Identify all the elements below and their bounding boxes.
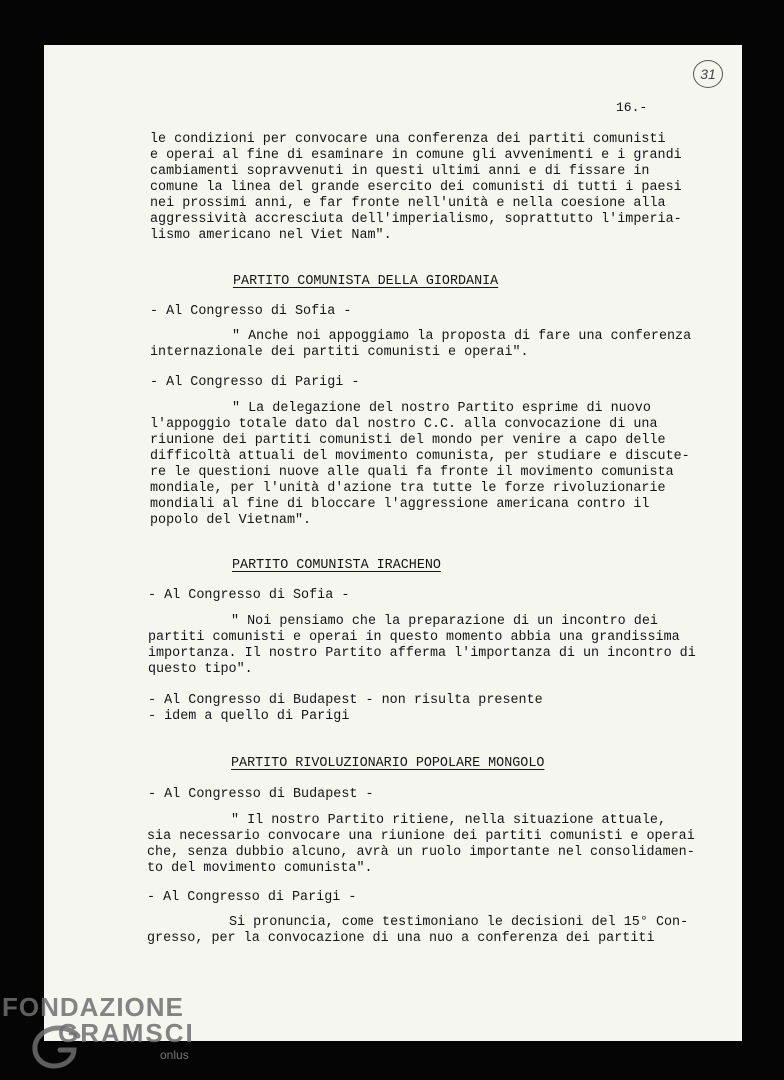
fondazione-gramsci-watermark [0, 992, 200, 1080]
section-heading: PARTITO RIVOLUZIONARIO POPOLARE MONGOLO [231, 756, 545, 771]
quote-line: " Anche noi appoggiamo la proposta di fare una conferenza [232, 329, 692, 344]
quote-line: " Noi pensiamo che la preparazione di un incontro dei [231, 614, 658, 629]
text-line: nei prossimi anni, e far fronte nell'unità e nella coesione alla [150, 196, 666, 211]
page-number: 16.- [616, 100, 648, 115]
quote-line: " Il nostro Partito ritiene, nella situazione attuale, [231, 813, 667, 828]
quote-line: re le questioni nuove alle quali fa fronte il movimento comunista [150, 465, 674, 480]
quote-line: difficoltà attuali del movimento comunista, per studiare e discute- [150, 449, 690, 464]
quote-line: sia necessario convocare una riunione dei partiti comunisti e operai [147, 829, 695, 844]
congress-label: - Al Congresso di Parigi - [150, 375, 360, 390]
quote-line: importanza. Il nostro Partito afferma l'importanza di un incontro di [148, 646, 696, 661]
note-line: - Al Congresso di Budapest - non risulta presente [148, 693, 543, 708]
congress-label: - Al Congresso di Budapest - [148, 787, 374, 802]
congress-label: - Al Congresso di Sofia - [148, 588, 350, 603]
watermark-line1: FONDAZIONE [2, 992, 184, 1022]
gramsci-swirl-icon [30, 1022, 86, 1072]
quote-line: l'appoggio totale dato dal nostro C.C. alla convocazione di una [150, 417, 658, 432]
quote-line: partiti comunisti e operai in questo momento abbia una grandissima [148, 630, 680, 645]
watermark-line2: GRAMSCI [58, 1018, 195, 1048]
watermark-onlus: onlus [160, 1048, 189, 1062]
quote-line: " La delegazione del nostro Partito esprime di nuovo [232, 401, 651, 416]
text-line: lismo americano nel Viet Nam". [150, 228, 392, 243]
congress-label: - Al Congresso di Parigi - [147, 890, 357, 905]
quote-line: internazionale dei partiti comunisti e operai". [150, 345, 529, 360]
section-heading: PARTITO COMUNISTA IRACHENO [232, 558, 441, 573]
text-line: comune la linea del grande esercito dei comunisti di tutti i paesi [150, 180, 682, 195]
text-line: cambiamenti sopravvenuti in questi ultimi anni e di fissare in [150, 164, 650, 179]
quote-line: to del movimento comunista". [147, 861, 373, 876]
quote-line: gresso, per la convocazione di una nuo a conferenza dei partiti [147, 931, 655, 946]
note-line: - idem a quello di Parigi [148, 709, 350, 724]
text-line: e operai al fine di esaminare in comune gli avvenimenti e i grandi [150, 148, 682, 163]
section-heading: PARTITO COMUNISTA DELLA GIORDANIA [233, 274, 499, 289]
text-line: le condizioni per convocare una conferenza dei partiti comunisti [150, 132, 666, 147]
quote-line: mondiali al fine di bloccare l'aggressione americana contro il [150, 497, 650, 512]
quote-line: riunione dei partiti comunisti del mondo per venire a capo delle [150, 433, 666, 448]
text-line: aggressività accresciuta dell'imperialismo, soprattutto l'imperia- [150, 212, 682, 227]
quote-line: che, senza dubbio alcuno, avrà un ruolo importante nel consolidamen- [147, 845, 695, 860]
quote-line: popolo del Vietnam". [150, 513, 312, 528]
congress-label: - Al Congresso di Sofia - [150, 304, 352, 319]
archive-number-stamp: 31 [693, 60, 723, 88]
quote-line: mondiale, per l'unità d'azione tra tutte le forze rivoluzionarie [150, 481, 666, 496]
quote-line: questo tipo". [148, 662, 253, 677]
quote-line: Si pronuncia, come testimoniano le decisioni del 15° Con- [229, 915, 689, 930]
